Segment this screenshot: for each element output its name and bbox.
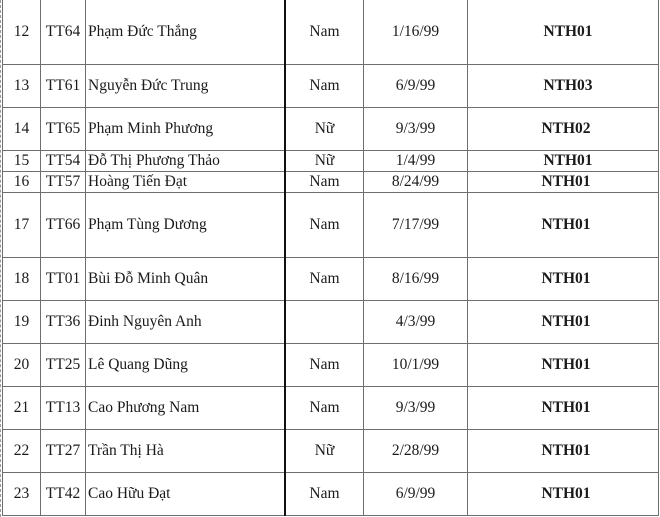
cell-stt: 12 (3, 0, 41, 65)
cell-stt: 17 (3, 193, 41, 258)
table-row (3, 430, 659, 473)
cell-gender: Nam (285, 193, 364, 258)
cell-student-code: TT36 (41, 301, 86, 344)
table-row (3, 0, 659, 65)
table-row (3, 473, 659, 516)
cell-stt: 16 (3, 172, 41, 193)
cell-date-of-birth: 9/3/99 (364, 387, 468, 430)
cell-gender: Nam (285, 0, 364, 65)
cell-full-name: Phạm Minh Phương (86, 108, 286, 151)
cell-stt: 13 (3, 65, 41, 108)
cell-gender: Nam (285, 258, 364, 301)
cell-group (468, 151, 659, 172)
cell-full-name: Phạm Tùng Dương (86, 193, 286, 258)
group-code: NTH01 (541, 485, 591, 502)
cell-date-of-birth: 6/9/99 (364, 473, 468, 516)
cell-group (468, 473, 659, 516)
cell-stt: 14 (3, 108, 41, 151)
group-code: NTH01 (541, 399, 591, 416)
group-code: NTH01 (543, 152, 593, 169)
cell-full-name: Nguyễn Đức Trung (86, 65, 286, 108)
cell-group (468, 108, 659, 151)
cell-date-of-birth: 8/24/99 (364, 172, 468, 193)
table-row (3, 193, 659, 258)
cell-stt: 22 (3, 430, 41, 473)
table-row (3, 387, 659, 430)
cell-student-code: TT57 (41, 172, 86, 193)
cell-full-name: Phạm Đức Thắng (86, 0, 286, 65)
group-code: NTH03 (543, 77, 593, 94)
cell-full-name: Đỗ Thị Phương Thảo (86, 151, 286, 172)
cell-date-of-birth: 4/3/99 (364, 301, 468, 344)
cell-date-of-birth: 9/3/99 (364, 108, 468, 151)
cell-student-code: TT01 (41, 258, 86, 301)
cell-student-code: TT42 (41, 473, 86, 516)
cell-stt: 20 (3, 344, 41, 387)
cell-student-code: TT25 (41, 344, 86, 387)
cell-stt: 21 (3, 387, 41, 430)
cell-gender (285, 301, 364, 344)
cell-full-name: Đinh Nguyên Anh (86, 301, 286, 344)
cell-full-name: Bùi Đỗ Minh Quân (86, 258, 286, 301)
cell-gender: Nam (285, 473, 364, 516)
group-code: NTH01 (541, 173, 591, 190)
cell-student-code: TT65 (41, 108, 86, 151)
cell-date-of-birth: 6/9/99 (364, 65, 468, 108)
student-table-body (3, 0, 659, 516)
group-code: NTH01 (541, 356, 591, 373)
group-code: NTH01 (541, 442, 591, 459)
cell-date-of-birth: 1/16/99 (364, 0, 468, 65)
cell-student-code: TT54 (41, 151, 86, 172)
cell-gender: Nữ (285, 151, 364, 172)
cell-group (468, 172, 659, 193)
cell-student-code: TT27 (41, 430, 86, 473)
cell-full-name: Trần Thị Hà (86, 430, 286, 473)
cell-group (468, 430, 659, 473)
cell-group (468, 344, 659, 387)
cell-student-code: TT13 (41, 387, 86, 430)
table-row (3, 108, 659, 151)
cell-group (468, 0, 659, 65)
cell-date-of-birth: 8/16/99 (364, 258, 468, 301)
group-code: NTH02 (541, 120, 591, 137)
cell-full-name: Cao Hữu Đạt (86, 473, 286, 516)
table-row (3, 151, 659, 172)
cell-stt: 23 (3, 473, 41, 516)
cell-group (468, 301, 659, 344)
table-row (3, 301, 659, 344)
table-row (3, 65, 659, 108)
cell-gender: Nam (285, 344, 364, 387)
cell-full-name: Lê Quang Dũng (86, 344, 286, 387)
group-code: NTH01 (541, 270, 591, 287)
table-row (3, 172, 659, 193)
cell-stt: 19 (3, 301, 41, 344)
cell-gender: Nữ (285, 430, 364, 473)
cell-gender: Nam (285, 65, 364, 108)
cell-group (468, 387, 659, 430)
cell-gender: Nam (285, 387, 364, 430)
cell-student-code: TT64 (41, 0, 86, 65)
group-code: NTH01 (543, 23, 593, 40)
cell-date-of-birth: 10/1/99 (364, 344, 468, 387)
cell-student-code: TT66 (41, 193, 86, 258)
cell-full-name: Cao Phương Nam (86, 387, 286, 430)
table-row (3, 258, 659, 301)
cell-group (468, 258, 659, 301)
cell-group (468, 65, 659, 108)
table-row (3, 344, 659, 387)
cell-student-code: TT61 (41, 65, 86, 108)
student-table (2, 0, 659, 516)
cell-date-of-birth: 7/17/99 (364, 193, 468, 258)
cell-stt: 15 (3, 151, 41, 172)
group-code: NTH01 (541, 313, 591, 330)
group-code: NTH01 (541, 216, 591, 233)
cell-gender: Nam (285, 172, 364, 193)
cell-date-of-birth: 2/28/99 (364, 430, 468, 473)
cell-stt: 18 (3, 258, 41, 301)
cell-date-of-birth: 1/4/99 (364, 151, 468, 172)
cell-full-name: Hoàng Tiến Đạt (86, 172, 286, 193)
cell-gender: Nữ (285, 108, 364, 151)
cell-group (468, 193, 659, 258)
